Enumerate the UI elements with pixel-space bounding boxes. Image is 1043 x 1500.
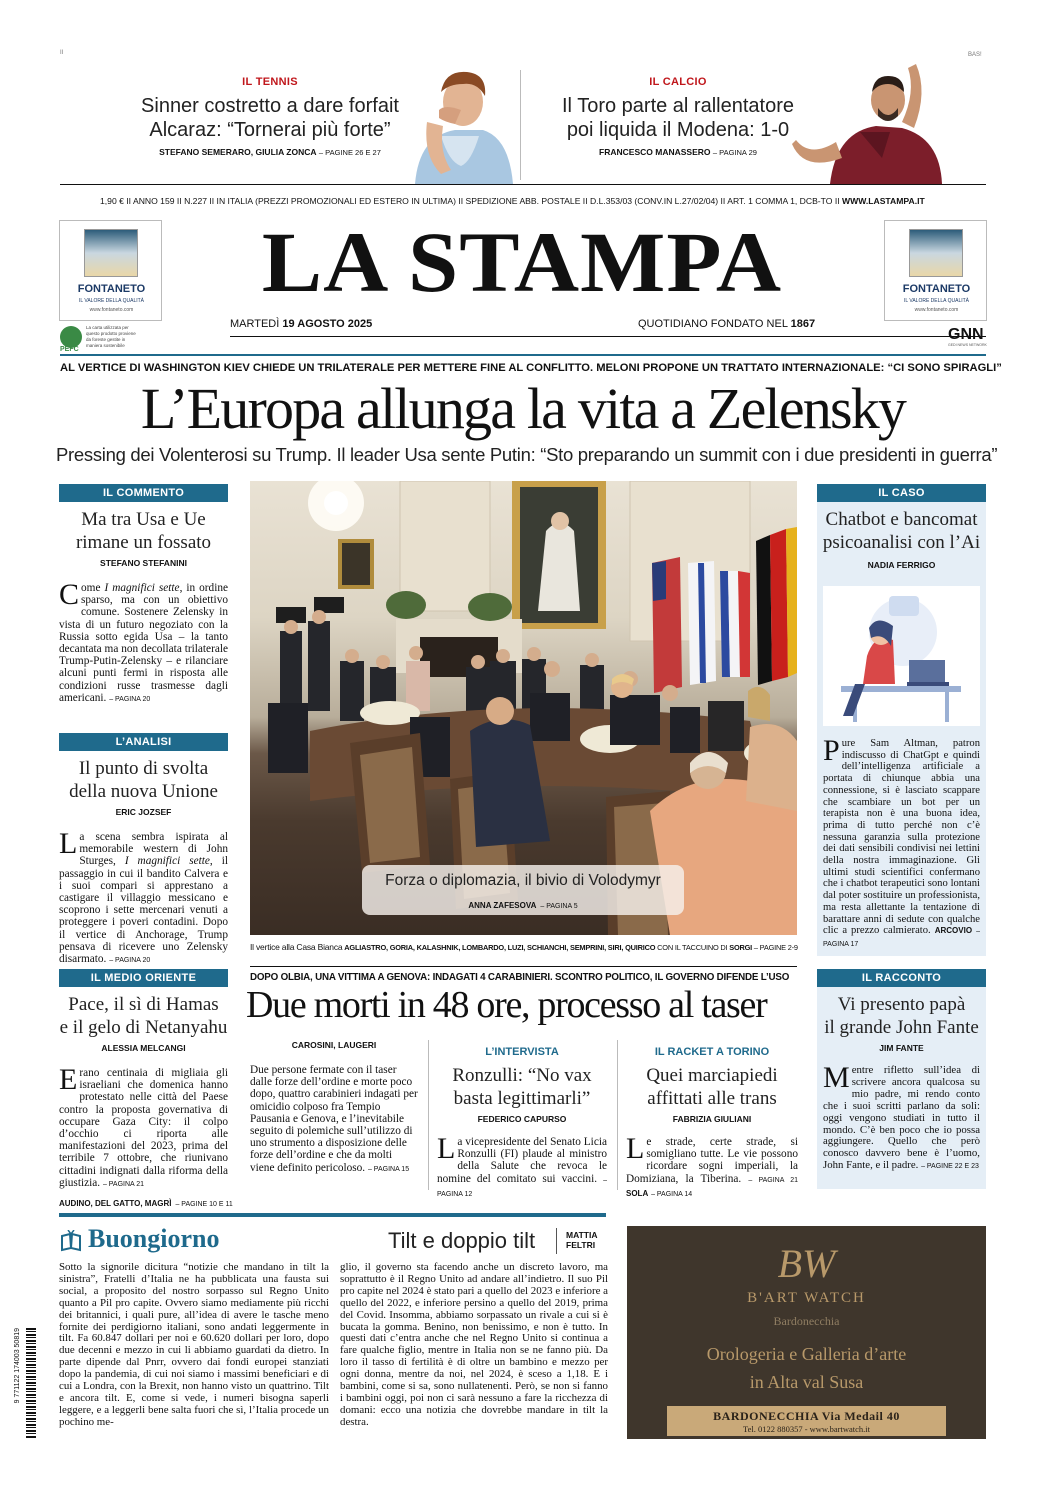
buongiorno-label: Buongiorno <box>88 1224 220 1253</box>
product-pack-image <box>84 229 138 277</box>
fontaneto-ad-right[interactable] <box>884 220 987 321</box>
article-title-line1: Il punto di svolta <box>78 758 209 779</box>
teaser-divider <box>520 70 521 180</box>
commento-article[interactable] <box>59 484 228 706</box>
racconto-article[interactable] <box>817 969 986 1189</box>
barcode-number: 9 771122 174003 50819 <box>14 1328 21 1404</box>
masthead-rule <box>230 336 986 337</box>
article-title-line2: e il gelo di Netanyahu <box>59 1017 228 1038</box>
article-title-line1: Vi presento papà <box>837 994 966 1015</box>
article-author: FEDERICO CAPURSO <box>477 1114 567 1124</box>
article-body: Le strade, certe strade, si somigliano tutte. Le vie possono ricordare sogni imperiali, la Domiziana, la Tiberina. – PAGINA 21 SOLA – PAGINA 14 <box>626 1132 798 1198</box>
lead-subhead: Pressing dei Volenterosi su Trump. Il leader Usa sente Putin: “Sto preparando un summit con i due presidenti in guerra” <box>56 444 998 465</box>
info-rule-top <box>60 184 986 185</box>
article-body: Erano centinaia di migliaia gli israeliani che domenica hanno protestato nelle città del Paese contro la proposta governativa di occupare Gaza City: il colpo d’occhio ci riporta alle manifestazioni del 2023, prima del terribile 7 ottobre, che riunivano cittadini indignati dalla riforma della giustizia. – PAGINA 21 <box>59 1063 228 1189</box>
bart-name: B'ART WATCH <box>747 1290 866 1306</box>
article-title-line1: Ronzulli: “No vax <box>452 1065 592 1086</box>
intervista-article[interactable] <box>437 1046 607 1201</box>
bart-logo: BW <box>777 1241 836 1286</box>
masthead-date: MARTEDÌ 19 AGOSTO 2025 <box>230 318 373 330</box>
buongiorno-col2: glio, il governo sta facendo anche un discreto lavoro, ma soprattutto è il Regno Unito ad andare all’indietro. Il suo Pil pro capite nel 2024 è stato pari a quello del 2023 e inferiore a quello del 2022, e inferiore persino a quello del 2019, prima del Covid. Insomma, abbiamo sorpassato un rivale a cui si è bucata la gomma. Benino, non benissimo, e non è tutto. In questi dati c’entra anche che nel Regno Unito si continua a fare qualche figlio, mentre in Italia non se ne fanno più. Da loro il tasso di fertilità è di oltre un bambino e mezzo per ogni donna, mentre da noi, nel 2024, è sceso a 1,18. E i bambini, come si sa, sono nullatenenti. Però, se non si fanno i bambini oggi, poi non ci sarà nessuno a fare la ricchezza di domani: ecco una notizia che dovrebbe mandare in tilt la destra. <box>340 1261 608 1428</box>
section-band: IL RACCONTO <box>817 969 986 987</box>
masthead-founded: QUOTIDIANO FONDATO NEL 1867 <box>638 318 816 330</box>
racket-article[interactable] <box>626 1046 798 1201</box>
article-title-line1: Chatbot e bancomat <box>825 509 978 530</box>
caso-article[interactable] <box>817 484 986 956</box>
buongiorno-author: MATTIA FELTRI <box>566 1230 598 1250</box>
article-title-line1: Pace, il sì di Hamas <box>68 994 219 1015</box>
article-title-line2: il grande John Fante <box>824 1017 979 1038</box>
article-body: Mentre rifletto sull’idea di scrivere ancora qualcosa su mio padre, mi rendo conto che i suoi scritti parlano da soli: oggi vengono studiati in tutto il mondo. C’è ben poco che io possa aggiungere. Quello che però conosco davvero bene è l’uomo, John Fante, e il padre. – PAGINE 22 E 23 <box>823 1061 980 1172</box>
photo-credit: Il vertice alla Casa Bianca AGLIASTRO, GORIA, KALASHNIK, LOMBARDO, LUZI, SCHIANCHI, SEMPRINI, SIRI, QUIRICO CON IL TACCUINO DI SORGI – PAGINE 2-9 <box>250 942 798 952</box>
article-title-line2: affittati alle trans <box>647 1088 777 1109</box>
article-title-line2: della nuova Unione <box>69 781 218 802</box>
article-author: ERIC JOZSEF <box>115 807 172 817</box>
second-headline[interactable]: Due morti in 48 ore, processo al taser <box>246 984 767 1026</box>
teaser-title-line1: Sinner costretto a dare forfait <box>141 95 399 117</box>
gnn-logo: GNN <box>948 326 984 343</box>
second-rule <box>250 966 797 967</box>
article-author: CAROSINI, LAUGERI <box>291 1040 377 1050</box>
photo-caption-box[interactable] <box>362 865 684 915</box>
bart-address-box <box>667 1406 946 1436</box>
article-body: La vicepresidente del Senato Licia Ronzulli (FI) plaude al ministro della Salute che revoca le nomine del comitato sui vaccini. – PAGINA 12 <box>437 1132 608 1198</box>
article-author: ALESSIA MELCANGI <box>101 1043 186 1053</box>
product-pack-image <box>909 229 963 277</box>
article-title-line2: basta legittimarli” <box>453 1088 591 1109</box>
teaser-calcio[interactable] <box>548 76 808 157</box>
article-title-line2: rimane un fossato <box>75 532 212 553</box>
article-author: FABRIZIA GIULIANI <box>672 1114 752 1124</box>
article-title-line1: Ma tra Usa e Ue <box>81 509 206 530</box>
fontaneto-tag: IL VALORE DELLA QUALITÀ <box>78 298 145 304</box>
column-divider <box>617 1040 618 1190</box>
teaser-kicker: IL TENNIS <box>242 76 298 88</box>
bart-city: Bardonecchia <box>773 1314 840 1328</box>
article-body: Come I magnifici sette, in ordine sparso, ma con un obiettivo comune. Sostenere Zelensky in vista di un futuro negoziato con la Russia sotto egida Usa – la tanto decantata ma non decollata trilaterale Trump-Putin-Zelensky – e rilanciare alcuni punti fermi in risposta alle condizioni russe trasmesse dagli americani. – PAGINA 20 <box>59 578 228 704</box>
article-author: STEFANO STEFANINI <box>100 558 187 568</box>
fontaneto-tag: IL VALORE DELLA QUALITÀ <box>903 298 970 304</box>
column-divider <box>428 1040 429 1190</box>
article-body: Pure Sam Altman, patron indiscusso di ChatGpt e quindi dell’intelligenza artificiale a portata di chiunque abbia una connessione, si è lasciato scappare che scambiare un bot per un terapista non è una buona idea, prima di tutto perché non c’è nessuna garanzia sulla protezione dei dati sensibili condivisi nei lettini della nostra immaginazione. Gli ultimi studi scientifici confermano che i chatbot terapeutici sono lontani dal poter sostituire un professionista, ma resta allettante la tentazione di barattare anni di sedute con qualche clic a prezzo calmierato. ARCOVIO – PAGINA 17 <box>823 734 980 948</box>
teaser-title-line2: poi liquida il Modena: 1-0 <box>566 119 790 141</box>
football-photo <box>790 62 950 184</box>
site-link[interactable]: WWW.LASTAMPA.IT <box>842 196 925 206</box>
bart-watch-ad[interactable] <box>627 1226 986 1439</box>
buongiorno-col1: Sotto la signorile dicitura “notizie che mandano in tilt la sinistra”, Fratelli d’Italia ne ha pubblicata una fausta sui social, a proposito del nostro sorpasso sul Regno Unito quanto a Pil pro capite. Ovvero siamo mediamente più ricchi dei britannici, i quali pure, all’idea di avere le tasche meno fornite dei perdigiorno italiani, sono andati leggermente in tilt. Fa 60.847 dollari per noi e 60.620 dollari per loro, dopo due decenni e mezzo in cui li abbiamo guardati da dietro. In parte dipende dal Pnrr, ovvero dai fondi europei stanziati dopo la pandemia, di cui noi siamo i massimi beneficiari e di cui a Londra, con la Brexit, non hanno visto un quattrino. Tilt e ancora tilt. E, come si vede, i numeri bisogna saperli leggere, e a leggerli bene salta fuori che sì, l’Italia procede un pochino me- <box>59 1261 329 1428</box>
fontaneto-brand: FONTANETO <box>902 283 971 295</box>
buongiorno-title[interactable]: Tilt e doppio tilt <box>388 1228 536 1253</box>
fontaneto-url: www.fontaneto.com <box>89 307 134 313</box>
masthead-title: LA STAMPA <box>261 214 783 310</box>
second-overline: DOPO OLBIA, UNA VITTIMA A GENOVA: INDAGATI 4 CARABINIERI. SCONTRO POLITICO, IL GOVERNO DIFENDE L’USO <box>250 972 790 983</box>
teaser-byline: FRANCESCO MANASSERO – PAGINA 29 <box>599 147 757 157</box>
tennis-photo <box>405 66 517 184</box>
article-body: La scena sembra ispirata al memorabile western di John Sturges, I magnifici sette, il passaggio in cui il bandito Calvera e i suoi compari si apprestano a castigare il villaggio messicano e scoprono i sette mercenari venuti a proteggere i poveri contadini. Dopo il vertice di Anchorage, Trump pensava di ricevere uno Zelensky disarmato. – PAGINA 20 <box>59 827 228 966</box>
medio-oriente-article[interactable] <box>59 969 233 1211</box>
lead-overline: AL VERTICE DI WASHINGTON KIEV CHIEDE UN TRILATERALE PER METTERE FINE AL CONFLITTO. MELONI PROPONE UN TRATTATO INTERNAZIONALE: “CI SONO SPIRAGLI” <box>60 362 1002 374</box>
section-band: IL COMMENTO <box>59 484 228 502</box>
section-band: IL MEDIO ORIENTE <box>59 969 228 987</box>
buongiorno-rule <box>59 1213 606 1217</box>
bart-contact[interactable]: Tel. 0122 880357 - www.bartwatch.it <box>742 1424 871 1434</box>
section-band: L’ANALISI <box>59 733 228 751</box>
article-title-line2: psicoanalisi con l’Ai <box>822 532 981 553</box>
fontaneto-ad-left[interactable] <box>59 220 162 321</box>
fontaneto-brand: FONTANETO <box>77 283 146 295</box>
buongiorno-divider <box>556 1228 557 1254</box>
teaser-title-line1: Il Toro parte al rallentatore <box>562 95 794 117</box>
info-text: 1,90 € II ANNO 159 II N.227 II IN ITALIA (PREZZI PROMOZIONALI ED ESTERO IN ULTIMA) II SPEDIZIONE ABB. POSTALE II D.L.353/03 (CONV.IN L.27/02/04) II ART. 1 COMMA 1, DCB-TO II <box>100 196 840 206</box>
section-band: IL CASO <box>817 484 986 502</box>
analisi-article[interactable] <box>59 733 228 967</box>
taser-article[interactable] <box>250 1040 418 1176</box>
corner-mark-right: BAS! <box>968 52 982 58</box>
lead-headline[interactable]: L’Europa allunga la vita a Zelensky <box>140 376 906 441</box>
corner-mark-left: II <box>60 50 64 56</box>
article-body: Due persone fermate con il taser dalle forze dell’ordine e morte poco dopo, quattro carabinieri indagati per omicidio colposo fra Tempio Pausania e Genova, e l’inevitabile seguito di polemiche sull’utilizzo di uno strumento a disposizione delle forze dell’ordine e che da molti viene definito pericoloso. – PAGINA 15 <box>250 1064 418 1174</box>
teaser-byline: STEFANO SEMERARO, GIULIA ZONCA – PAGINE 26 E 27 <box>159 147 381 157</box>
teaser-title-line2: Alcaraz: “Tornerai più forte” <box>149 119 391 141</box>
bart-address: BARDONECCHIA Via Medail 40 <box>713 1409 900 1423</box>
caption-box-title: Forza o diplomazia, il bivio di Volodymyr <box>385 872 661 889</box>
bart-line2: in Alta val Susa <box>749 1372 864 1392</box>
related-authors: AUDINO, DEL GATTO, MAGRÌ – PAGINE 10 E 11 <box>59 1199 233 1209</box>
caption-box-byline: ANNA ZAFESOVA – PAGINA 5 <box>468 901 578 910</box>
fontaneto-url: www.fontaneto.com <box>914 307 959 313</box>
article-kicker: L’INTERVISTA <box>485 1046 559 1058</box>
bart-line1: Orologeria e Galleria d’arte <box>706 1344 907 1364</box>
info-bar <box>100 196 980 206</box>
teaser-kicker: IL CALCIO <box>649 76 707 88</box>
pefc-note: La carta utilizzata per questo prodotto proviene da foreste gestite in maniera sostenibile <box>86 325 136 348</box>
pefc-logo-icon <box>60 326 82 348</box>
article-author: JIM FANTE <box>879 1043 924 1053</box>
article-author: NADIA FERRIGO <box>867 560 936 570</box>
article-title-line1: Quei marciapiedi <box>646 1065 778 1086</box>
book-icon <box>60 1230 82 1252</box>
gnn-sub: GEDI NEWS NETWORK <box>948 343 987 347</box>
main-photo[interactable] <box>250 481 797 935</box>
pefc-label: PEFC <box>60 346 79 353</box>
barcode-icon <box>26 1328 36 1438</box>
article-kicker: IL RACKET A TORINO <box>654 1046 770 1058</box>
lead-rule <box>60 354 986 356</box>
teaser-tennis[interactable] <box>130 76 410 157</box>
chatbot-illustration <box>823 586 980 726</box>
